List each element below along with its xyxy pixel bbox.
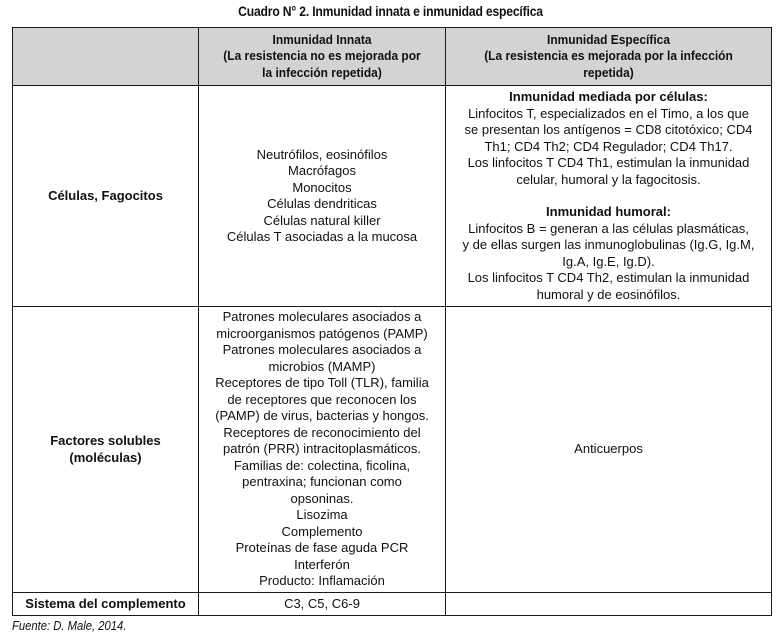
humoral-line: Los linfocitos T CD4 Th2, estimulan la inmunidad xyxy=(467,270,750,285)
header-empty-cell xyxy=(13,28,199,86)
humoral-line: Linfocitos B = generan a las células plasmáticas, xyxy=(468,220,749,236)
header-innate-immunity xyxy=(199,28,446,86)
innate-soluble-line: opsoninas. xyxy=(290,490,354,506)
table-row-complement-system xyxy=(13,593,772,616)
innate-soluble-line: Receptores de reconocimiento del xyxy=(223,424,421,440)
cell-mediated-line: Linfocitos T, especializados en el Timo, a los que xyxy=(468,105,749,121)
header-specific-line2: (La resistencia es mejorada por la infección xyxy=(484,48,733,64)
innate-cell-item: Células natural killer xyxy=(263,212,381,228)
specific-complement-cell xyxy=(446,593,772,616)
row-label-cells: Células, Fagocitos xyxy=(13,86,199,307)
innate-soluble-line: Familias de: colectina, ficolina, xyxy=(233,457,411,473)
innate-soluble-line: pentraxina; funcionan como xyxy=(242,474,402,490)
innate-soluble-line: microbios (MAMP) xyxy=(268,358,376,374)
innate-cell-item: Macrófagos xyxy=(288,163,356,178)
innate-soluble-line: Patrones moleculares asociados a xyxy=(222,342,422,358)
humoral-line: Ig.A, Ig.E, Ig.D). xyxy=(562,253,655,269)
cell-mediated-line: Th1; CD4 Th2; CD4 Regulador; CD4 Th17. xyxy=(484,138,733,154)
header-specific-line1: Inmunidad Específica xyxy=(547,31,670,47)
immunity-comparison-table xyxy=(12,27,772,616)
source-note: Fuente: D. Male, 2014. xyxy=(12,619,127,633)
humoral-line: humoral y de eosinófilos. xyxy=(536,286,681,302)
header-innate-line2: (La resistencia no es mejorada por xyxy=(223,48,421,64)
innate-cells-cell xyxy=(199,86,446,307)
innate-cell-item: Monocitos xyxy=(292,179,352,195)
innate-soluble-line: Receptores de tipo Toll (TLR), familia xyxy=(215,375,429,391)
header-specific-immunity xyxy=(446,28,772,86)
cell-mediated-heading: Inmunidad mediada por células: xyxy=(509,89,708,104)
innate-soluble-line: patrón (PRR) intracitoplasmáticos. xyxy=(223,441,421,457)
specific-soluble-cell: Anticuerpos xyxy=(446,307,772,593)
innate-soluble-line: Patrones moleculares asociados a xyxy=(222,309,422,325)
table-row-soluble-factors xyxy=(13,307,772,593)
row-label-line2: (moléculas) xyxy=(69,449,142,465)
header-row xyxy=(13,28,772,86)
row-label-complement: Sistema del complemento xyxy=(13,593,199,616)
innate-soluble-line: de receptores que reconocen los xyxy=(227,391,417,407)
specific-cells-cell xyxy=(446,86,772,307)
cell-mediated-line: se presentan los antígenos = CD8 citotóxico; CD4 xyxy=(464,122,753,137)
humoral-heading: Inmunidad humoral: xyxy=(546,204,671,219)
table-row-cells-phagocytes xyxy=(13,86,772,307)
row-label-soluble-factors xyxy=(13,307,199,593)
cell-mediated-line: celular, humoral y la fagocitosis. xyxy=(516,171,701,187)
row-label-line1: Factores solubles xyxy=(50,433,161,448)
innate-soluble-line: microorganismos patógenos (PAMP) xyxy=(216,325,428,341)
header-specific-line3: repetida) xyxy=(583,64,634,80)
innate-soluble-line: Proteínas de fase aguda PCR xyxy=(235,540,409,556)
spacer xyxy=(450,188,767,204)
header-innate-line3: la infección repetida) xyxy=(262,64,382,80)
innate-cell-item: Neutrófilos, eosinófilos xyxy=(256,146,388,162)
innate-cell-item: Células T asociadas a la mucosa xyxy=(226,229,418,244)
innate-soluble-cell xyxy=(199,307,446,593)
innate-cell-item: Células dendriticas xyxy=(267,196,377,211)
innate-soluble-line: Interferón xyxy=(294,556,350,572)
innate-complement-cell: C3, C5, C6-9 xyxy=(199,593,446,616)
header-innate-line1: Inmunidad Innata xyxy=(272,31,372,47)
innate-soluble-line: Complemento xyxy=(281,523,363,539)
table-title: Cuadro N° 2. Inmunidad innata e inmunidad específica xyxy=(238,4,543,19)
humoral-line: y de ellas surgen las inmunoglobulinas (Ig.G, Ig.M, xyxy=(462,237,755,252)
innate-soluble-line: (PAMP) de virus, bacterias y hongos. xyxy=(215,408,429,424)
innate-soluble-line: Producto: Inflamación xyxy=(259,573,385,589)
cell-mediated-line: Los linfocitos T CD4 Th1, estimulan la inmunidad xyxy=(467,155,750,170)
innate-soluble-line: Lisozima xyxy=(296,507,348,523)
